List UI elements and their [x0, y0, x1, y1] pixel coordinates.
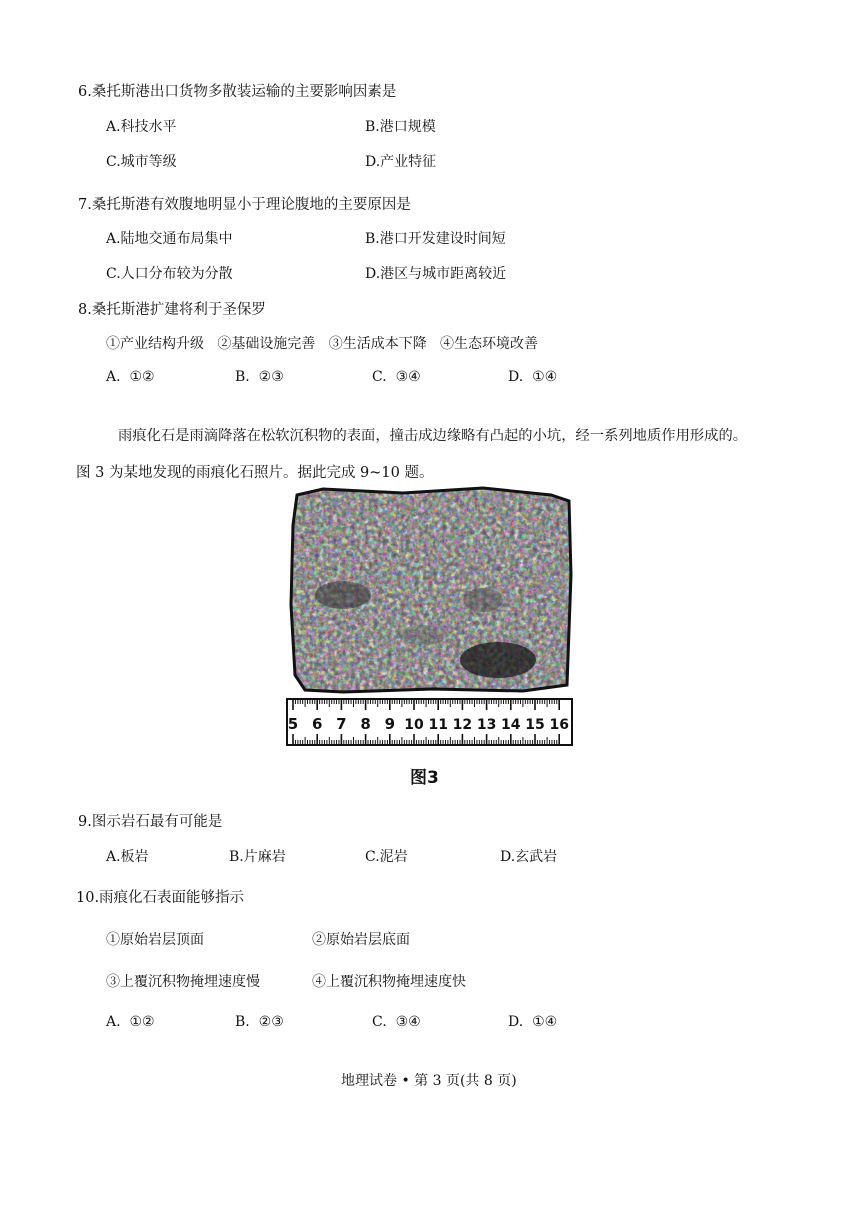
q7-option-a: A.陆地交通布局集中: [106, 231, 233, 247]
q9-option-c: C.泥岩: [365, 849, 408, 865]
ruler-label: 15: [525, 717, 545, 733]
ruler-label: 8: [360, 715, 371, 733]
passage-line-1: 雨痕化石是雨滴降落在松软沉积物的表面，撞击成边缘略有凸起的小坑，经一系列地质作用形成的。: [118, 428, 748, 444]
ruler-label: 14: [501, 717, 521, 733]
q6-option-d: D.产业特征: [365, 154, 437, 170]
question-9-stem: 9.图示岩石最有可能是: [78, 814, 223, 830]
ruler-label: 11: [428, 717, 448, 733]
question-6-stem: 6.桑托斯港出口货物多散装运输的主要影响因素是: [78, 84, 397, 100]
question-10-stem: 10.雨痕化石表面能够指示: [76, 890, 245, 906]
ruler-label: 13: [476, 717, 497, 733]
question-7-stem: 7.桑托斯港有效腹地明显小于理论腹地的主要原因是: [78, 197, 411, 213]
q8-option-b: B. ②③: [235, 369, 284, 385]
q10-option-b: B. ②③: [235, 1014, 284, 1030]
q8-option-a: A. ①②: [106, 369, 155, 385]
q6-option-c: C.城市等级: [106, 154, 177, 170]
q9-option-b: B.片麻岩: [229, 849, 286, 865]
ruler-label: 5: [287, 715, 299, 733]
q7-option-d: D.港区与城市距离较近: [365, 266, 507, 282]
question-8-stem: 8.桑托斯港扩建将利于圣保罗: [78, 302, 266, 318]
ruler-label: 12: [452, 717, 473, 733]
figure-caption: 图3: [410, 768, 439, 788]
scale-ruler: [286, 698, 574, 748]
q10-statement-3: ③上覆沉积物掩埋速度慢: [106, 974, 260, 990]
rain-print-fossil-image: [283, 485, 575, 695]
q7-option-b: B.港口开发建设时间短: [365, 231, 506, 247]
q10-statement-4: ④上覆沉积物掩埋速度快: [312, 974, 466, 990]
ruler-label: 9: [384, 715, 396, 733]
ruler-label: 16: [549, 717, 569, 733]
q8-option-c: C. ③④: [372, 369, 421, 385]
q10-option-a: A. ①②: [106, 1014, 155, 1030]
q10-option-d: D. ①④: [508, 1014, 558, 1030]
q6-option-a: A.科技水平: [106, 119, 177, 135]
ruler-label: 6: [311, 715, 323, 733]
q8-statements: ①产业结构升级 ②基础设施完善 ③生活成本下降 ④生态环境改善: [106, 336, 539, 352]
q10-statement-2: ②原始岩层底面: [312, 932, 410, 948]
q8-option-d: D. ①④: [508, 369, 558, 385]
page-footer: 地理试卷 • 第 3 页(共 8 页): [341, 1073, 517, 1089]
q6-option-b: B.港口规模: [365, 119, 436, 135]
q10-option-c: C. ③④: [372, 1014, 421, 1030]
q7-option-c: C.人口分布较为分散: [106, 266, 233, 282]
ruler-label: 10: [404, 717, 424, 733]
q9-option-d: D.玄武岩: [500, 849, 558, 865]
passage-line-2: 图 3 为某地发现的雨痕化石照片。据此完成 9~10 题。: [76, 465, 434, 481]
ruler-label: 7: [336, 715, 347, 733]
q10-statement-1: ①原始岩层顶面: [106, 932, 204, 948]
q9-option-a: A.板岩: [106, 849, 149, 865]
